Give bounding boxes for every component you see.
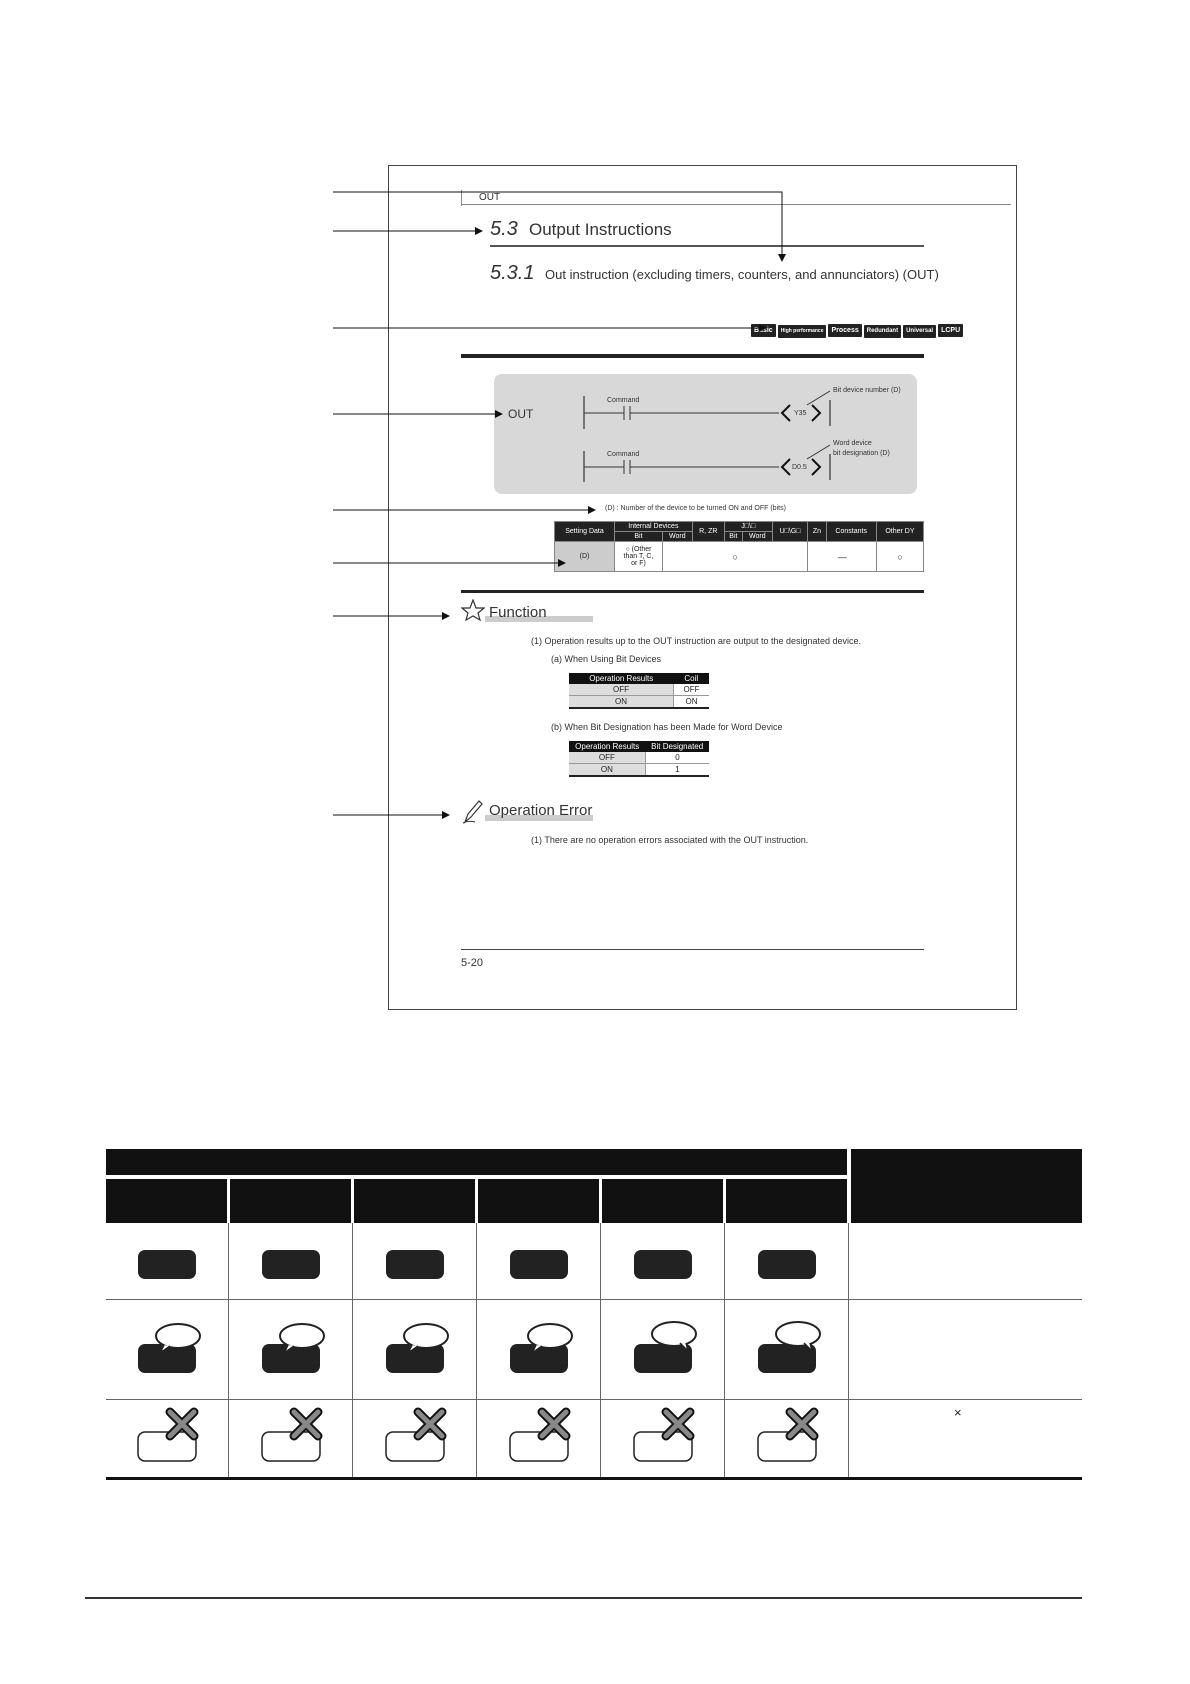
model-chip-note-icon bbox=[510, 1324, 572, 1373]
page-number: 5-20 bbox=[461, 957, 484, 969]
cell: OFF bbox=[569, 752, 645, 764]
cell: 0 bbox=[645, 752, 709, 764]
th-j-word: Word bbox=[742, 532, 772, 542]
section-number: 5.3 bbox=[490, 218, 518, 240]
cell-rzr-to-u: ○ bbox=[662, 542, 807, 572]
th-bit: Bit bbox=[614, 532, 662, 542]
cell-other: ○ bbox=[876, 542, 923, 572]
header-group-bar bbox=[106, 1149, 847, 1175]
cell: ON bbox=[569, 764, 645, 777]
model-chip-icon bbox=[758, 1250, 816, 1279]
rung-note: Word device bbox=[833, 440, 872, 447]
instruction-name: OUT bbox=[508, 407, 534, 421]
model-chip-note-icon bbox=[758, 1322, 820, 1373]
model-chip-x-icon bbox=[758, 1412, 816, 1461]
th-j: J□\□ bbox=[724, 522, 772, 532]
function-sub: (b) When Bit Designation has been Made for Word Device bbox=[551, 722, 783, 732]
cell-bit-line: or F) bbox=[631, 560, 646, 567]
row-label: (D) bbox=[555, 542, 615, 572]
th-other: Other DY bbox=[876, 522, 923, 542]
th-constants: Constants bbox=[826, 522, 876, 542]
th-operation-results: Operation Results bbox=[569, 673, 673, 684]
model-badge: High performance bbox=[778, 325, 827, 338]
header-col bbox=[478, 1179, 599, 1223]
model-chip-icon bbox=[386, 1250, 444, 1279]
page-footer-rule bbox=[85, 1597, 1082, 1599]
function-heading: Function bbox=[489, 604, 547, 621]
model-chip-note-icons bbox=[106, 1321, 848, 1381]
th-internal-devices: Internal Devices bbox=[614, 522, 692, 532]
model-chip-x-icon bbox=[262, 1412, 320, 1461]
header-col bbox=[726, 1179, 847, 1223]
header-description bbox=[851, 1149, 1082, 1223]
operand-note: (D) : Number of the device to be turned ON and OFF (bits) bbox=[605, 505, 786, 512]
cell: OFF bbox=[673, 684, 709, 696]
operation-error-heading: Operation Error bbox=[489, 802, 593, 819]
operation-error-item: (1) There are no operation errors associated with the OUT instruction. bbox=[531, 835, 809, 845]
x-mark-text: × bbox=[954, 1405, 962, 1420]
model-badge: Universal bbox=[903, 325, 936, 338]
model-badge: Redundant bbox=[864, 325, 901, 338]
header-col bbox=[106, 1179, 227, 1223]
rung-note: Bit device number (D) bbox=[833, 387, 901, 394]
cell: ON bbox=[673, 696, 709, 709]
header-col bbox=[230, 1179, 351, 1223]
model-chip-icon bbox=[138, 1250, 196, 1279]
th-word: Word bbox=[662, 532, 692, 542]
th-j-bit: Bit bbox=[724, 532, 742, 542]
model-chip-icon bbox=[510, 1250, 568, 1279]
coil-device: Y35 bbox=[794, 410, 807, 417]
contact-label: Command bbox=[607, 451, 640, 458]
cell: 1 bbox=[645, 764, 709, 777]
model-chip-x-icon bbox=[138, 1412, 196, 1461]
th-zn: Zn bbox=[808, 522, 826, 542]
th-r-zr: R, ZR bbox=[692, 522, 724, 542]
model-badge: LCPU bbox=[938, 324, 963, 337]
th-setting-data: Setting Data bbox=[555, 522, 615, 542]
cell: OFF bbox=[569, 684, 673, 696]
running-header: OUT bbox=[479, 192, 501, 203]
cell-zn-constants: — bbox=[808, 542, 876, 572]
model-chip-icon bbox=[634, 1250, 692, 1279]
th-coil: Coil bbox=[673, 673, 709, 684]
model-badge: Process bbox=[828, 324, 861, 337]
model-chip-unsupported-icons bbox=[106, 1407, 848, 1472]
function-item: (1) Operation results up to the OUT instruction are output to the designated device. bbox=[531, 636, 862, 646]
subsection-number: 5.3.1 bbox=[490, 262, 535, 284]
subsection-title: Out instruction (excluding timers, counters, and annunciators) (OUT) bbox=[545, 267, 939, 282]
cell-bit-line: than T, C, bbox=[623, 553, 654, 560]
model-chip-note-icon bbox=[138, 1324, 200, 1373]
model-chip-x-icon bbox=[510, 1412, 568, 1461]
model-chip-x-icon bbox=[634, 1412, 692, 1461]
rung-note: bit designation (D) bbox=[833, 450, 890, 457]
section-title: Output Instructions bbox=[529, 220, 672, 239]
coil-device: D0.5 bbox=[792, 464, 807, 471]
model-chip-note-icon bbox=[262, 1324, 324, 1373]
th-bit-designated: Bit Designated bbox=[645, 741, 709, 752]
header-col bbox=[602, 1179, 723, 1223]
model-chip-note-icon bbox=[634, 1322, 696, 1373]
header-col bbox=[354, 1179, 475, 1223]
cell: ON bbox=[569, 696, 673, 709]
th-operation-results: Operation Results bbox=[569, 741, 645, 752]
model-badge: Basic bbox=[751, 324, 776, 337]
contact-label: Command bbox=[607, 397, 640, 404]
function-sub: (a) When Using Bit Devices bbox=[551, 654, 662, 664]
cell-bit-line: ○ (Other bbox=[625, 546, 652, 553]
model-chip-note-icon bbox=[386, 1324, 448, 1373]
model-chip-x-icon bbox=[386, 1412, 444, 1461]
model-chip-icon bbox=[262, 1250, 320, 1279]
th-u: U□\G□ bbox=[772, 522, 808, 542]
